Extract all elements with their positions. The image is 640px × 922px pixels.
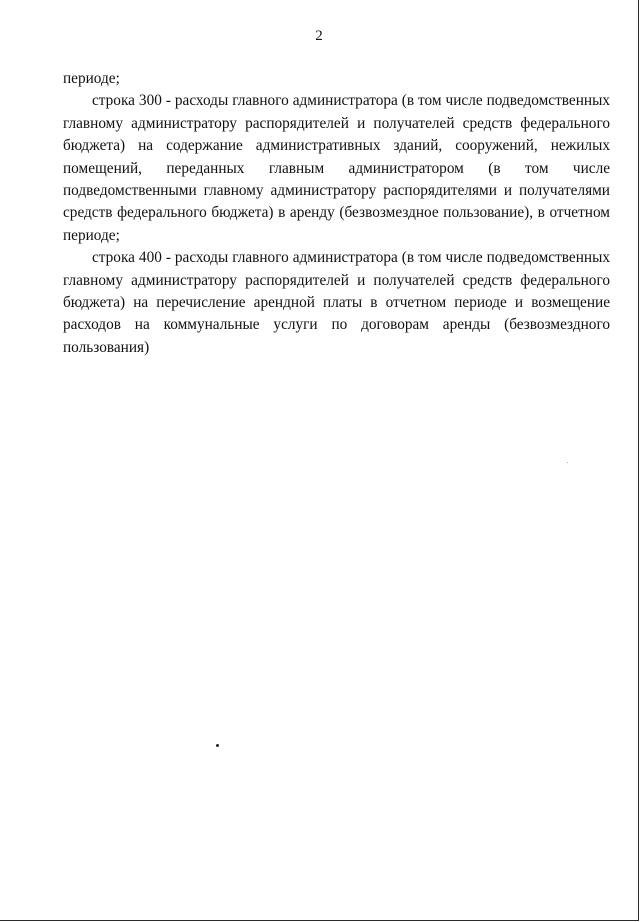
text-line: главному администратору распорядителей и получателей средств федерального	[63, 114, 610, 132]
text-line: строка 300 - расходы главного администратора (в том числе подведомственных	[92, 92, 610, 110]
text-line: периоде;	[63, 70, 120, 87]
text-line: помещений, переданных главным администратором (в том числе	[63, 159, 610, 177]
text-line: расходов на коммунальные услуги по договорам аренды (безвозмездного	[63, 316, 610, 334]
scan-speck	[567, 462, 568, 463]
text-line: строка 400 - расходы главного администратора (в том числе подведомственных	[92, 249, 610, 267]
page-number: 2	[315, 28, 323, 44]
text-line: средств федерального бюджета) в аренду (безвозмездное пользование), в отчетном	[63, 204, 610, 222]
text-line: главному администратору распорядителей и получателей средств федерального	[63, 271, 610, 289]
text-line: бюджета) на содержание административных зданий, сооружений, нежилых	[63, 137, 610, 155]
text-line: периоде;	[63, 226, 120, 244]
scan-speck	[216, 744, 219, 747]
document-body	[63, 68, 610, 359]
text-line: бюджета) на перечисление арендной платы в отчетном периоде и возмещение	[63, 294, 610, 312]
text-line: пользования)	[63, 338, 150, 356]
text-line: подведомственными главному администратору распорядителями и получателями	[63, 182, 610, 200]
